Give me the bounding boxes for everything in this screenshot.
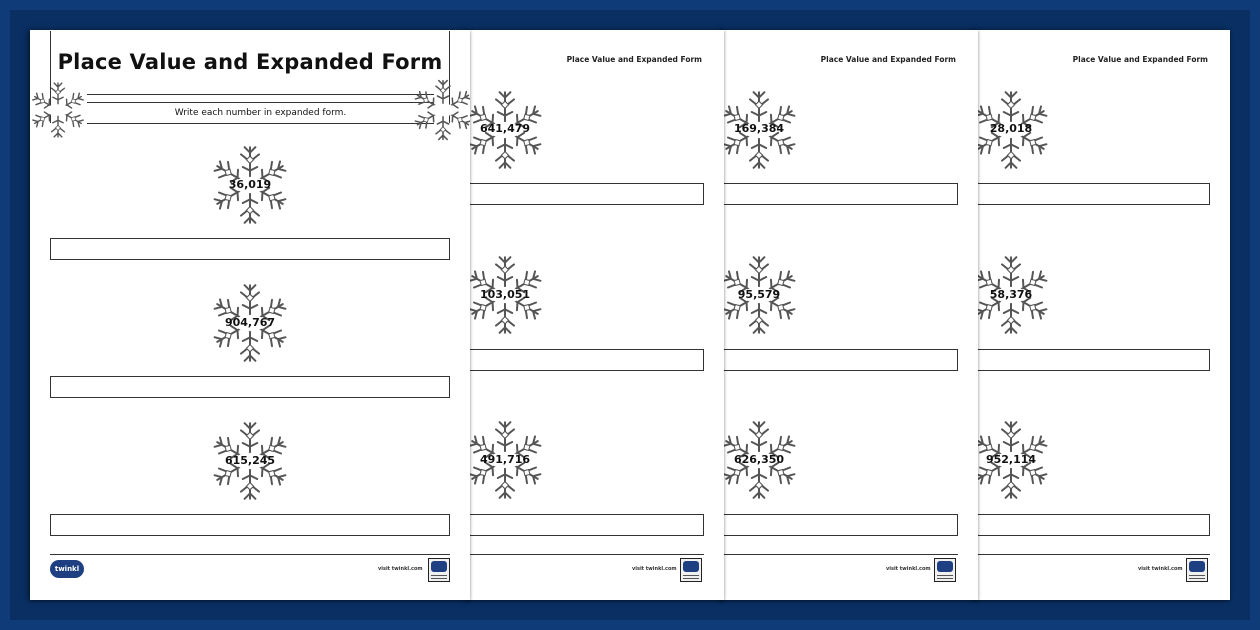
worksheet-page-1 bbox=[30, 30, 470, 600]
answer-box[interactable] bbox=[720, 349, 958, 371]
answer-box[interactable] bbox=[50, 514, 450, 536]
twinkl-logo: twinkl bbox=[50, 560, 84, 578]
badge-icon bbox=[934, 558, 956, 582]
number-label: 58,376 bbox=[989, 288, 1033, 301]
worksheet-page-3 bbox=[720, 30, 978, 600]
number-label: 626,350 bbox=[733, 453, 785, 466]
footer-url: visit twinkl.com bbox=[632, 566, 677, 572]
answer-box[interactable] bbox=[720, 514, 958, 536]
instruction: Write each number in expanded form. bbox=[87, 102, 434, 124]
number-label: 103,051 bbox=[479, 288, 531, 301]
answer-box[interactable] bbox=[50, 376, 450, 398]
footer-rule bbox=[974, 554, 1210, 555]
footer-rule bbox=[720, 554, 958, 555]
number-label: 491,716 bbox=[479, 453, 531, 466]
number-label: 641,479 bbox=[479, 122, 531, 135]
number-label: 615,245 bbox=[224, 454, 276, 467]
answer-box[interactable] bbox=[50, 238, 450, 260]
number-label: 952,114 bbox=[985, 453, 1037, 466]
answer-box[interactable] bbox=[974, 183, 1210, 205]
badge-icon bbox=[1186, 558, 1208, 582]
badge-icon bbox=[680, 558, 702, 582]
number-label: 28,018 bbox=[989, 122, 1033, 135]
answer-box[interactable] bbox=[466, 514, 704, 536]
answer-box[interactable] bbox=[466, 183, 704, 205]
page-header: Place Value and Expanded Form bbox=[566, 55, 702, 64]
answer-box[interactable] bbox=[466, 349, 704, 371]
answer-box[interactable] bbox=[720, 183, 958, 205]
footer-url: visit twinkl.com bbox=[1138, 566, 1183, 572]
footer-url: visit twinkl.com bbox=[378, 566, 423, 572]
page-title: Place Value and Expanded Form bbox=[57, 50, 443, 74]
number-label: 95,579 bbox=[737, 288, 781, 301]
answer-box[interactable] bbox=[974, 349, 1210, 371]
footer-rule bbox=[466, 554, 704, 555]
answer-box[interactable] bbox=[974, 514, 1210, 536]
page-header: Place Value and Expanded Form bbox=[1072, 55, 1208, 64]
number-label: 169,384 bbox=[733, 122, 785, 135]
page-header: Place Value and Expanded Form bbox=[820, 55, 956, 64]
title-rule bbox=[87, 94, 434, 95]
corner-snowflake-icon bbox=[408, 65, 470, 155]
footer-url: visit twinkl.com bbox=[886, 566, 931, 572]
worksheet-page-2 bbox=[466, 30, 724, 600]
number-label: 904,767 bbox=[224, 316, 276, 329]
number-label: 36,019 bbox=[228, 178, 272, 191]
worksheet-page-4 bbox=[974, 30, 1230, 600]
badge-icon bbox=[428, 558, 450, 582]
footer-rule bbox=[50, 554, 450, 555]
corner-snowflake-icon bbox=[30, 65, 90, 155]
